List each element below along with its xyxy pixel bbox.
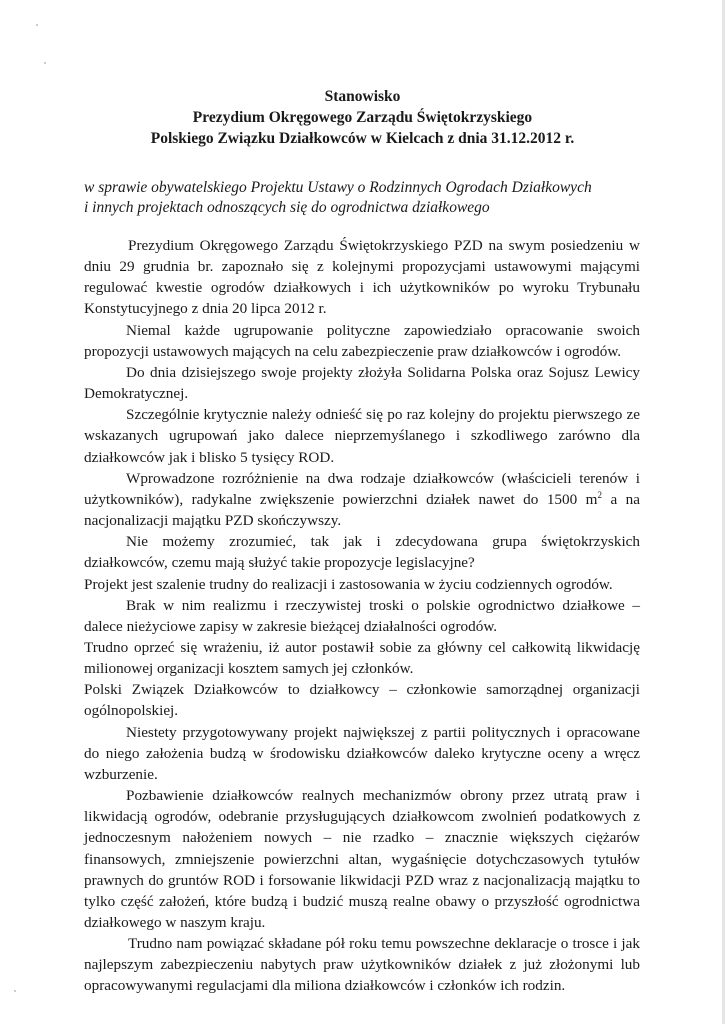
paragraph-6: Nie możemy zrozumieć, tak jak i zdecydowana grupa świętokrzyskich działkowców, czemu mają służyć takie propozycje legislacyjne? <box>84 533 640 572</box>
subject-line-1: w sprawie obywatelskiego Projektu Ustawy o Rodzinnych Ogrodach Działkowych <box>84 179 592 196</box>
scan-speck <box>36 24 38 26</box>
area-unit-superscript: 2 <box>597 489 602 500</box>
paragraph-4: Szczególnie krytycznie należy odnieść się po raz kolejny do projektu pierwszego ze wskazanych ugrupowań jako dalece nieprzemyślanego i szkodliwego zarówno dla działkowców jak i blisko 5 tysięcy ROD. <box>84 406 640 466</box>
title-line-1: Stanowisko <box>324 88 401 105</box>
paragraph-5 <box>84 468 640 531</box>
scan-speck <box>44 62 46 64</box>
paragraph-10: Polski Związek Działkowców to działkowcy – członkowie samorządnej organizacji ogólnopolskiej. <box>84 681 640 720</box>
paragraph-2: Niemal każde ugrupowanie polityczne zapowiedziało opracowanie swoich propozycji ustawowych mających na celu zabezpieczenie praw działkowców i ogrodów. <box>84 321 640 360</box>
paragraph-5-text: Wprowadzone rozróżnienie na dwa rodzaje działkowców (właścicieli terenów i użytkowników), radykalne zwiększenie powierzchni działek nawet do 1500 m <box>84 469 640 508</box>
paragraph-9: Trudno oprzeć się wrażeniu, iż autor postawił sobie za główny cel całkowitą likwidację milionowej organizacji kosztem samych jej członków. <box>84 638 640 678</box>
document-subject <box>84 178 644 218</box>
paragraph-12: Pozbawienie działkowców realnych mechanizmów obrony przez utratą praw i likwidacją ogrodów, odebranie przysługujących działkowcom zwolnień podatkowych z jednoczesnym nałożeniem nowych – nie rzadko – znacznie większych ciężarów finansowych, zmniejszenie powierzchni altan, wygaśnięcie dotychczasowych tytułów prawnych do gruntów ROD i forsowanie likwidacji PZD wraz z nacjonalizacją majątku to tylko część założeń, które budzą i budzić muszą realne obawy o przyszłość ogrodnictwa działkowego w naszym kraju. <box>84 787 640 931</box>
title-line-3: Polskiego Związku Działkowców w Kielcach z dnia 31.12.2012 r. <box>150 130 575 147</box>
scan-speck <box>14 990 16 992</box>
title-line-2: Prezydium Okręgowego Zarządu Świętokrzyskiego <box>192 109 533 126</box>
paragraph-8: Brak w nim realizmu i rzeczywistej troski o polskie ogrodnictwo działkowe – dalece nieżyciowe zapisy w zakresie bieżącej działalności ogrodów. <box>84 596 640 635</box>
document-body <box>84 235 640 997</box>
paragraph-5-tail: a na nacjonalizacji majątku PZD skończywszy. <box>84 490 641 530</box>
document-title <box>0 86 725 149</box>
paragraph-7: Projekt jest szalenie trudny do realizacji i zastosowania w życiu codziennych ogrodów. <box>84 575 613 593</box>
paragraph-11: Niestety przygotowywany projekt największej z partii politycznych i opracowane do niego założenia budzą w środowisku działkowców daleko krytyczne oceny a wręcz wzburzenie. <box>84 723 640 783</box>
paragraph-1: Prezydium Okręgowego Zarządu Świętokrzyskiego PZD na swym posiedzeniu w dniu 29 grudnia br. zapoznało się z kolejnymi propozycjami ustawowymi mającymi regulować kwestie ogrodów działkowych i ich użytkowników po wyroku Trybunału Konstytucyjnego z dnia 20 lipca 2012 r. <box>84 237 640 318</box>
paragraph-13: Trudno nam powiązać składane pół roku temu powszechne deklaracje o trosce i jak najlepszym zabezpieczeniu nabytych praw użytkowników działek z już złożonymi lub opracowywanymi regulacjami dla miliona działkowców i członków ich rodzin. <box>84 935 640 995</box>
paragraph-3: Do dnia dzisiejszego swoje projekty złożyła Solidarna Polska oraz Sojusz Lewicy Demokratycznej. <box>84 363 640 403</box>
subject-line-2: i innych projektach odnoszących się do ogrodnictwa działkowego <box>84 199 490 216</box>
